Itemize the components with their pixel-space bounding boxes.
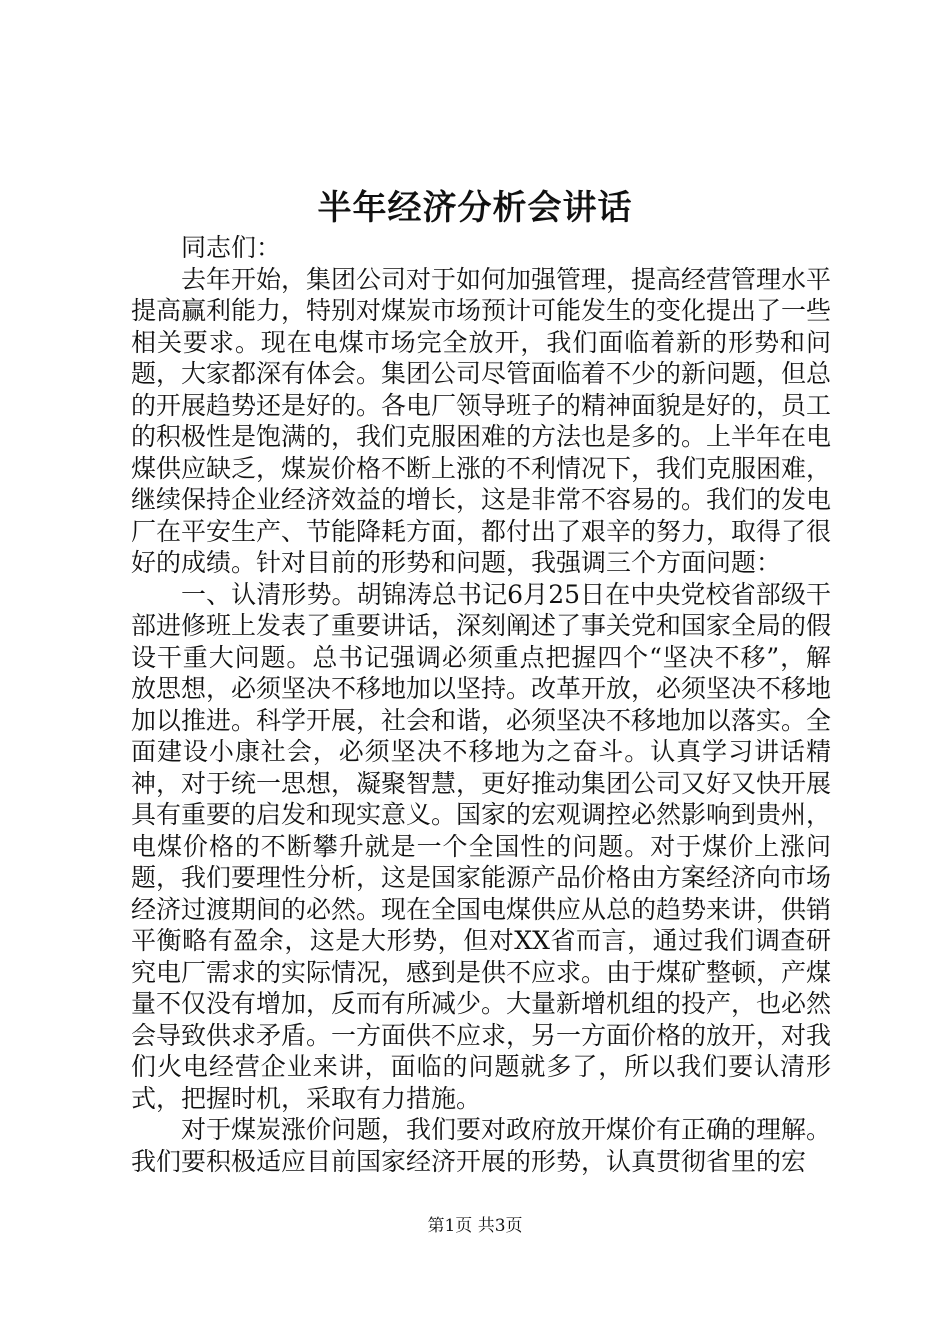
body-paragraph: 去年开始，集团公司对于如何加强管理，提高经营管理水平提高赢利能力，特别对煤炭市场预计可能发生的变化提出了一些相关要求。现在电煤市场完全放开，我们面临着新的形势和问题，大家都深有体会。集团公司尽管面临着不少的新问题，但总的开展趋势还是好的。各电厂领导班子的精神面貌是好的，员工的积极性是饱满的，我们克服困难的方法也是多的。上半年在电煤供应缺乏，煤炭价格不断上涨的不利情况下，我们克服困难，继续保持企业经济效益的增长，这是非常不容易的。我们的发电厂在平安生产、节能降耗方面，都付出了艰辛的努力，取得了很好的成绩。针对目前的形势和问题，我强调三个方面问题： — [131, 264, 832, 577]
document-title: 半年经济分析会讲话 — [317, 188, 633, 228]
body-paragraph: 对于煤炭涨价问题，我们要对政府放开煤价有正确的理解。我们要积极适应目前国家经济开展的形势，认真贯彻省里的宏 — [131, 1115, 832, 1176]
salutation-paragraph: 同志们： — [181, 233, 282, 262]
document-body — [131, 232, 831, 1177]
page-number: 第1页 共3页 — [427, 1216, 523, 1236]
body-paragraph: 一、认清形势。胡锦涛总书记6月25日在中央党校省部级干部进修班上发表了重要讲话，深刻阐述了事关党和国家全局的假设干重大问题。总书记强调必须重点把握四个“坚决不移”，解放思想，必须坚决不移地加以坚持。改革开放，必须坚决不移地加以推进。科学开展，社会和谐，必须坚决不移地加以落实。全面建设小康社会，必须坚决不移地为之奋斗。认真学习讲话精神，对于统一思想，凝聚智慧，更好推动集团公司又好又快开展具有重要的启发和现实意义。国家的宏观调控必然影响到贵州，电煤价格的不断攀升就是一个全国性的问题。对于煤价上涨问题，我们要理性分析，这是国家能源产品价格由方案经济向市场经济过渡期间的必然。现在全国电煤供应从总的趋势来讲，供销平衡略有盈余，这是大形势，但对XX省而言，通过我们调查研究电厂需求的实际情况，感到是供不应求。由于煤矿整顿，产煤量不仅没有增加，反而有所减少。大量新增机组的投产，也必然会导致供求矛盾。一方面供不应求，另一方面价格的放开，对我们火电经营企业来讲，面临的问题就多了，所以我们要认清形式，把握时机，采取有力措施。 — [131, 579, 832, 1113]
